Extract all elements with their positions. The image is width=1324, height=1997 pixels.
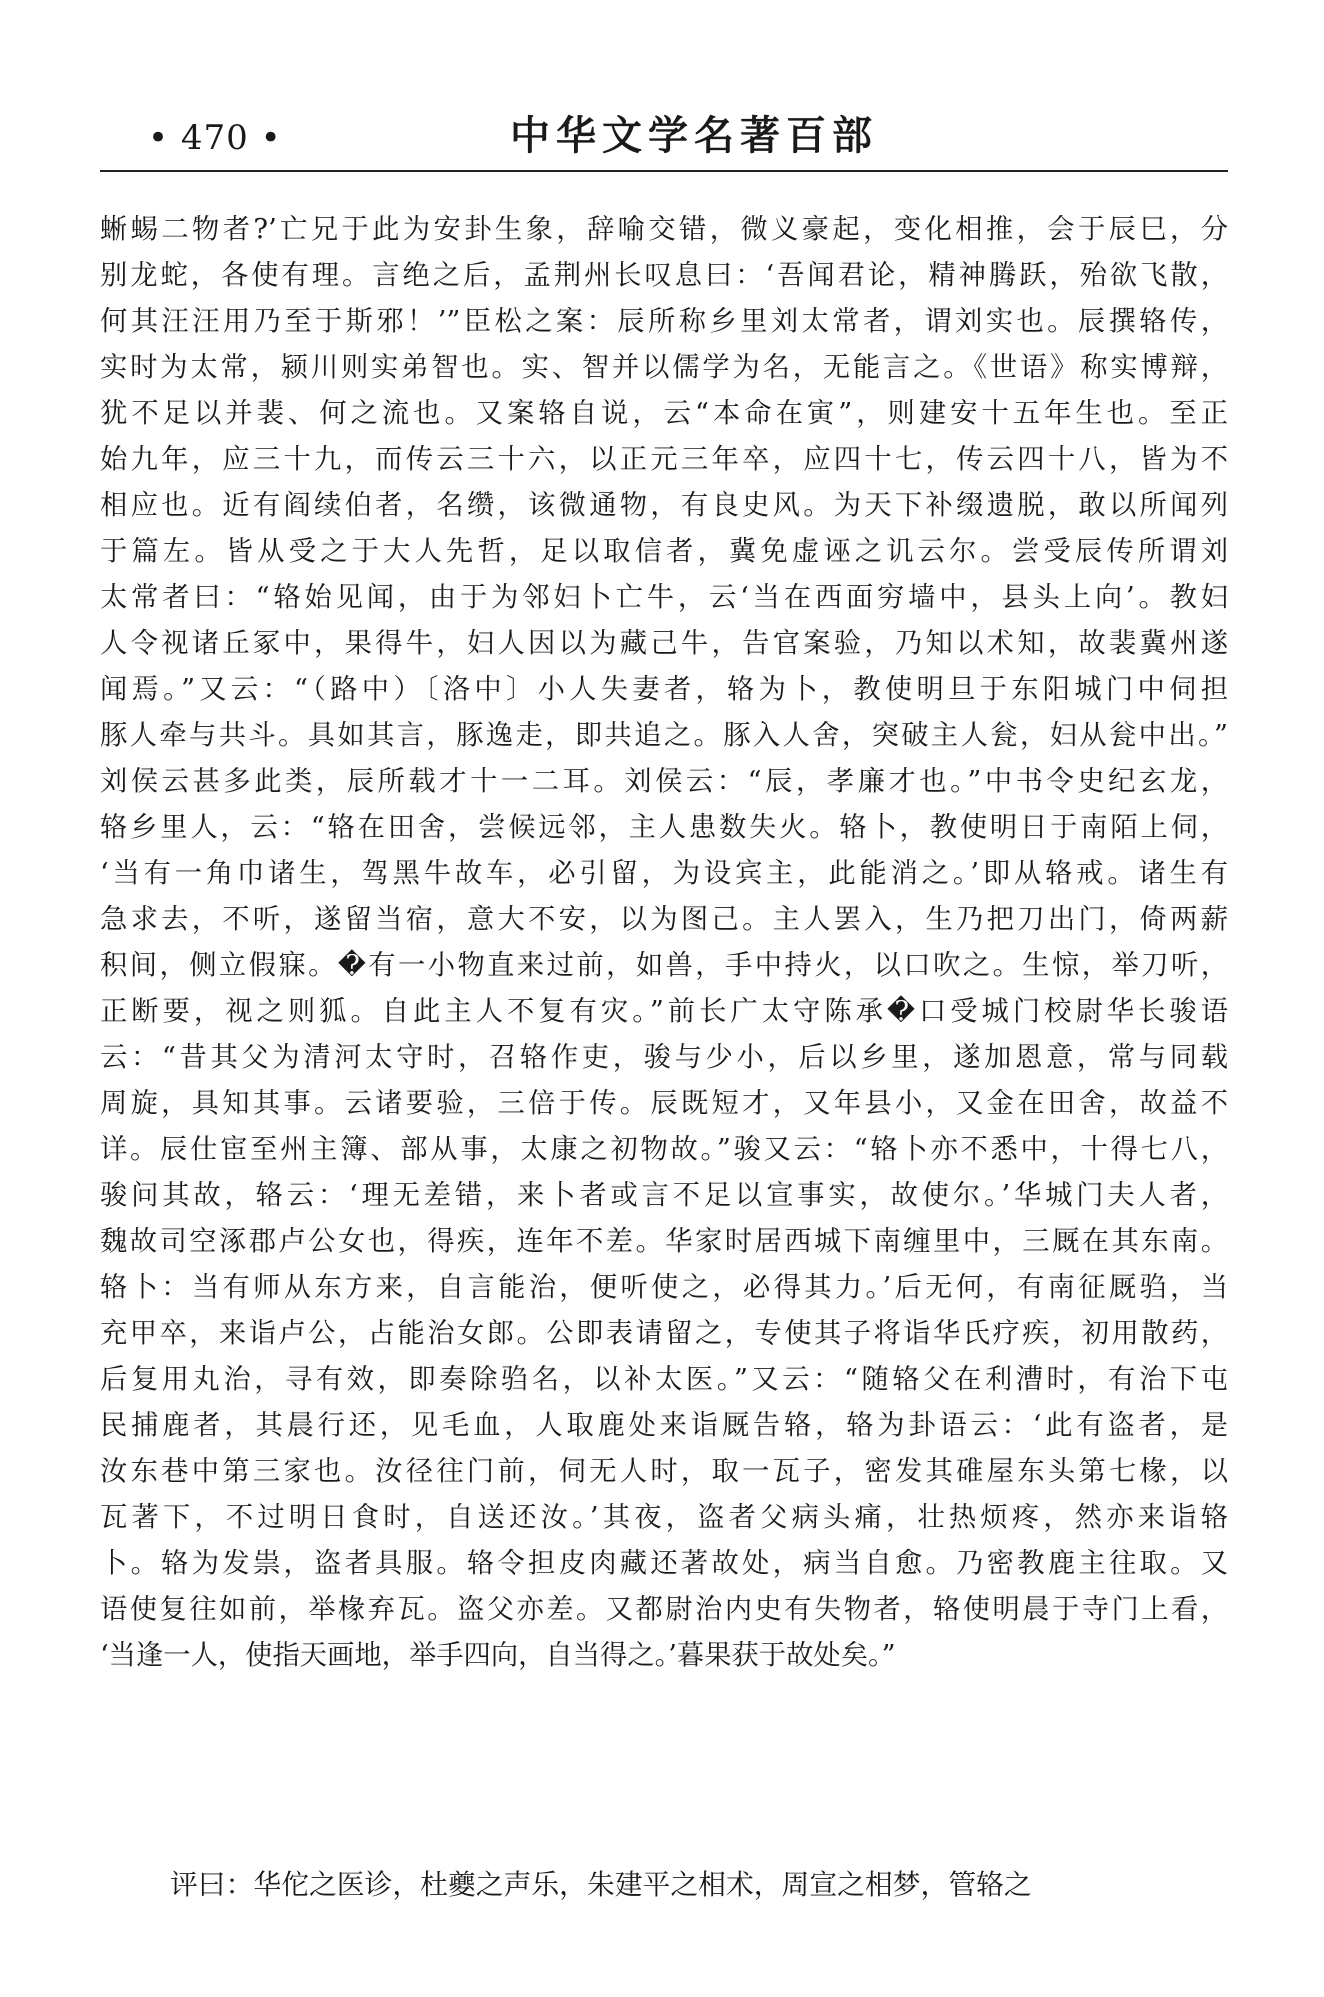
text-line: 卜。辂为发祟，盗者具服。辂令担皮肉藏还著故处，病当自愈。乃密教鹿主往取。又 [100,1548,1228,1579]
text-line: 豚人牵与共斗。具如其言，豚逸走，即共追之。豚入人舍，突破主人瓮，妇从瓮中出。” [100,720,1228,751]
text-line: 正断要，视之则狐。自此主人不复有灾。”前长广太守陈承�口受城门校尉华长骏语 [100,996,1228,1027]
running-head-title: 中华文学名著百部 [510,112,878,159]
text-line: 相应也。近有阎续伯者，名缵，该微通物，有良史风。为天下补缀遗脱，敢以所闻列 [100,490,1228,521]
text-line: ‘当有一角巾诸生，驾黑牛故车，必引留，为设宾主，此能消之。’即从辂戒。诸生有 [100,858,1228,889]
page-header [100,108,1230,168]
text-line: 实时为太常，颍川则实弟智也。实、智并以儒学为名，无能言之。《世语》称实博辩， [100,352,1228,383]
text-line: 辂乡里人，云：“辂在田舍，尝候远邻，主人患数失火。辂卜，教使明日于南陌上伺， [100,812,1228,843]
text-line: 骏问其故，辂云：‘理无差错，来卜者或言不足以宣事实，故使尔。’华城门夫人者， [100,1180,1228,1211]
text-line: 详。辰仕宦至州主簿、部从事，太康之初物故。”骏又云：“辂卜亦不悉中，十得七八， [100,1134,1228,1165]
text-line: 别龙蛇，各使有理。言绝之后，孟荆州长叹息曰：‘吾闻君论，精神腾跃，殆欲飞散， [100,260,1228,291]
text-line: 魏故司空涿郡卢公女也，得疾，连年不差。华家时居西城下南缠里中，三厩在其东南。 [100,1226,1228,1257]
text-line: 人令视诸丘冢中，果得牛，妇人因以为藏己牛，告官案验，乃知以术知，故裴冀州遂 [100,628,1228,659]
text-line: 闻焉。”又云：“（路中）〔洛中〕小人失妻者，辂为卜，教使明旦于东阳城门中伺担 [100,674,1228,705]
text-line: 于篇左。皆从受之于大人先哲，足以取信者，冀免虚诬之讥云尔。尝受辰传所谓刘 [100,536,1228,567]
text-line: 瓦著下，不过明日食时，自送还汝。’其夜，盗者父病头痛，壮热烦疼，然亦来诣辂 [100,1502,1228,1533]
text-line: 急求去，不听，遂留当宿，意大不安，以为图己。主人罢入，生乃把刀出门，倚两薪 [100,904,1228,935]
header-rule [100,170,1228,172]
text-line: 充甲卒，来诣卢公，占能治女郎。公即表请留之，专使其子将诣华氏疗疾，初用散药， [100,1318,1228,1349]
text-line: 云：“昔其父为清河太守时，召辂作吏，骏与少小，后以乡里，遂加恩意，常与同载 [100,1042,1228,1073]
text-line: 犹不足以并裴、何之流也。又案辂自说，云“本命在寅”，则建安十五年生也。至正 [100,398,1228,429]
text-line: 民捕鹿者，其晨行还，见毛血，人取鹿处来诣厩告辂，辂为卦语云：‘此有盗者，是 [100,1410,1228,1441]
text-line: 评曰：华佗之医诊，杜夔之声乐，朱建平之相术，周宣之相梦，管辂之 [170,1868,1032,1901]
text-line: 蜥蜴二物者?’亡兄于此为安卦生象，辞喻交错，微义豪起，变化相推，会于辰巳，分 [100,214,1228,245]
text-line: 语使复往如前，举椽弃瓦。盗父亦差。又都尉治内史有失物者，辂使明晨于寺门上看， [100,1594,1228,1625]
page-number: • 470 • [148,118,282,158]
text-line: 何其汪汪用乃至于斯邪！’”臣松之案：辰所称乡里刘太常者，谓刘实也。辰撰辂传， [100,306,1228,337]
closing-paragraph [100,1862,1228,1908]
text-line: 辂卜：当有师从东方来，自言能治，便听使之，必得其力。’后无何，有南征厩驺，当 [100,1272,1228,1303]
text-line: ‘当逢一人，使指天画地，举手四向，自当得之。’暮果获于故处矣。” [100,1640,896,1671]
text-line: 始九年，应三十九，而传云三十六，以正元三年卒，应四十七，传云四十八，皆为不 [100,444,1228,475]
body-paragraph [100,207,1228,1679]
text-line: 积间，侧立假寐。�有一小物直来过前，如兽，手中持火，以口吹之。生惊，举刀听， [100,950,1228,981]
text-line: 汝东巷中第三家也。汝径往门前，伺无人时，取一瓦子，密发其碓屋东头第七椽，以 [100,1456,1228,1487]
text-line: 太常者曰：“辂始见闻，由于为邻妇卜亡牛，云‘当在西面穷墙中，县头上向’。教妇 [100,582,1228,613]
text-line: 周旋，具知其事。云诸要验，三倍于传。辰既短才，又年县小，又金在田舍，故益不 [100,1088,1228,1119]
text-line: 后复用丸治，寻有效，即奏除驺名，以补太医。”又云：“随辂父在利漕时，有治下屯 [100,1364,1228,1395]
text-line: 刘侯云甚多此类，辰所载才十一二耳。刘侯云：“辰，孝廉才也。”中书令史纪玄龙， [100,766,1228,797]
